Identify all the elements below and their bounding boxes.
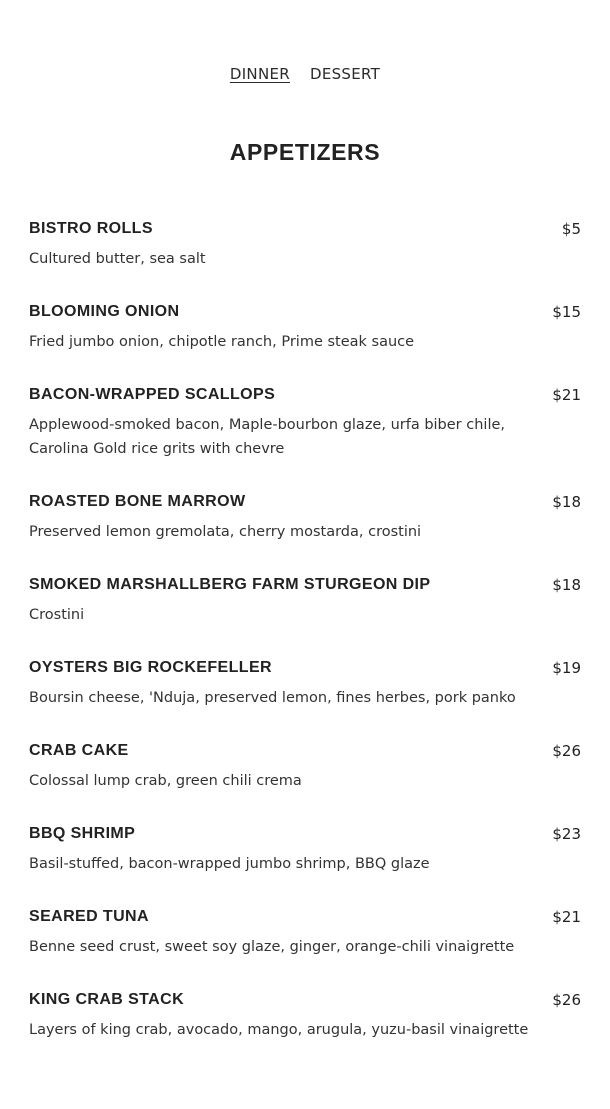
item-price: $15	[552, 303, 581, 321]
menu-item	[29, 823, 581, 876]
item-name: SEARED TUNA	[29, 908, 149, 925]
item-description: Colossal lump crab, green chili crema	[29, 773, 302, 789]
menu-item	[29, 574, 581, 627]
item-description: Layers of king crab, avocado, mango, arugula, yuzu-basil vinaigrette	[29, 1022, 529, 1038]
item-description: Benne seed crust, sweet soy glaze, ginger, orange-chili vinaigrette	[29, 939, 515, 955]
item-price: $5	[561, 220, 581, 238]
item-name: BBQ SHRIMP	[29, 825, 136, 842]
item-name: SMOKED MARSHALLBERG FARM STURGEON DIP	[29, 576, 431, 593]
menu-item	[29, 989, 581, 1042]
item-name: KING CRAB STACK	[29, 991, 185, 1008]
tab-dinner[interactable]: DINNER	[229, 65, 290, 83]
item-name: BISTRO ROLLS	[29, 220, 153, 237]
item-price: $23	[552, 825, 581, 843]
menu-item	[29, 301, 581, 354]
item-name: OYSTERS BIG ROCKEFELLER	[29, 659, 272, 676]
item-name: BLOOMING ONION	[29, 303, 180, 320]
menu-item	[29, 740, 581, 793]
item-description: Boursin cheese, 'Nduja, preserved lemon, fines herbes, pork panko	[29, 690, 516, 706]
section-title: APPETIZERS	[229, 139, 381, 165]
menu-tabs	[0, 64, 610, 86]
item-price: $18	[552, 493, 581, 511]
item-price: $19	[552, 659, 581, 677]
item-name: BACON-WRAPPED SCALLOPS	[29, 386, 276, 403]
item-name: ROASTED BONE MARROW	[29, 493, 246, 510]
menu-item	[29, 657, 581, 710]
item-description: Preserved lemon gremolata, cherry mostarda, crostini	[29, 524, 422, 540]
item-price: $21	[552, 386, 581, 404]
menu-item	[29, 906, 581, 959]
item-description: Basil-stuffed, bacon-wrapped jumbo shrimp, BBQ glaze	[29, 856, 430, 872]
item-description: Crostini	[29, 607, 85, 623]
tab-dessert[interactable]: DESSERT	[309, 65, 381, 83]
item-price: $18	[552, 576, 581, 594]
item-description: Applewood-smoked bacon, Maple-bourbon glaze, urfa biber chile, Carolina Gold rice grits with chevre	[29, 417, 506, 457]
menu-item	[29, 384, 581, 461]
item-price: $21	[552, 908, 581, 926]
item-price: $26	[552, 742, 581, 760]
menu-list	[29, 218, 581, 1072]
menu-item	[29, 218, 581, 271]
item-description: Fried jumbo onion, chipotle ranch, Prime steak sauce	[29, 334, 415, 350]
item-name: CRAB CAKE	[29, 742, 129, 759]
menu-item	[29, 491, 581, 544]
item-description: Cultured butter, sea salt	[29, 251, 206, 267]
item-price: $26	[552, 991, 581, 1009]
